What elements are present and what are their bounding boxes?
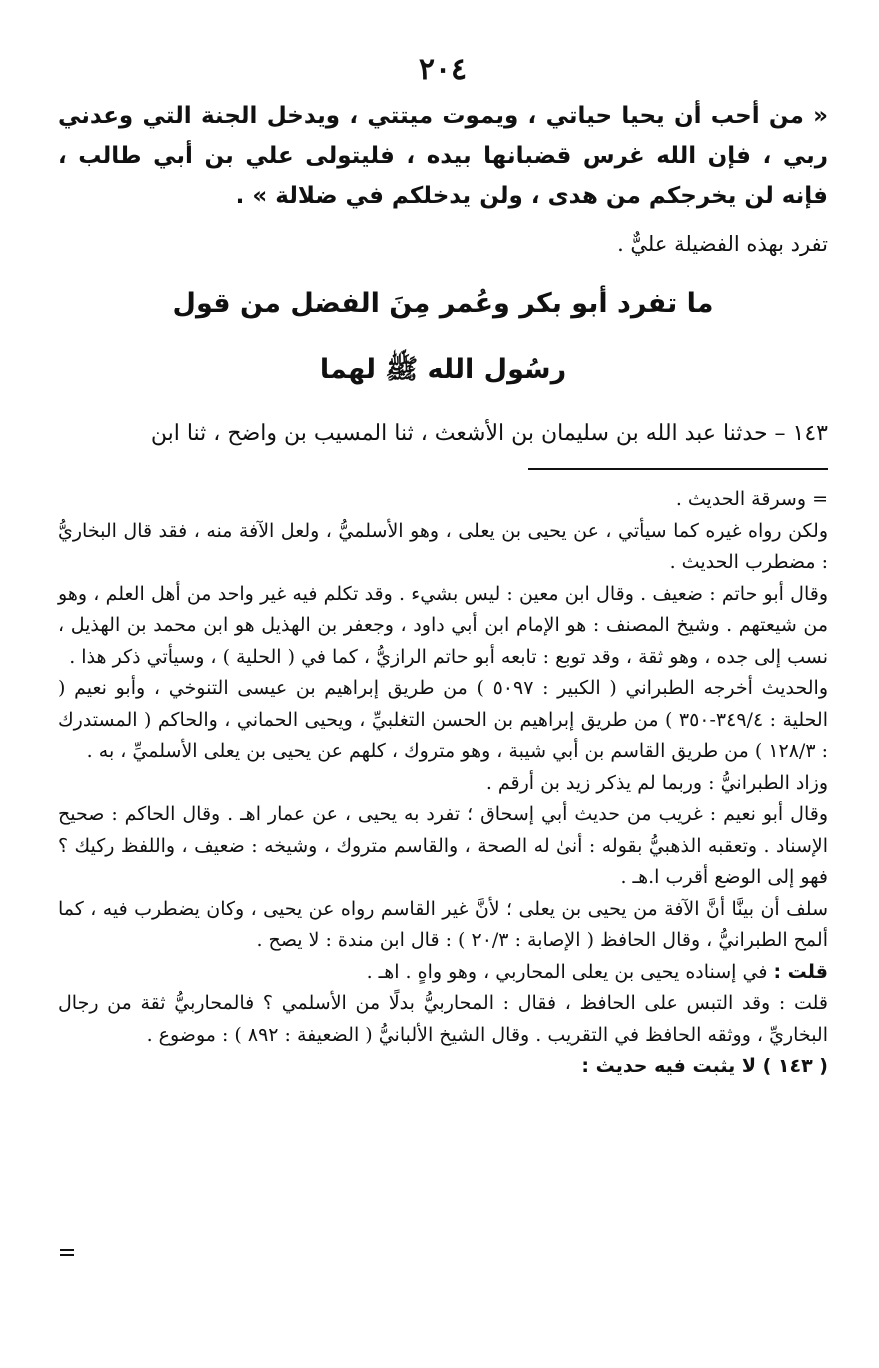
footnotes bbox=[58, 484, 828, 1083]
footnote-paragraph: سلف أن بينَّا أنَّ الآفة من يحيى بن يعلى ؛ لأنَّ غير القاسم رواه عن يحيى ، وكان يضطرب فيه ، كما ألمح الطبرانيُّ ، وقال الحافظ ( الإصابة : ٢٠/٣ ) : قال ابن مندة : لا يصح . bbox=[58, 897, 828, 951]
page-number: ٢٠٤ bbox=[418, 52, 468, 87]
footnote-qultu bbox=[58, 957, 828, 989]
footnote-paragraph: ولكن رواه غيره كما سيأتي ، عن يحيى بن يعلى ، وهو الأسلميُّ ، ولعل الآفة منه ، فقد قال البخاريُّ : مضطرب الحديث . bbox=[58, 519, 828, 573]
hadith-text: « من أحب أن يحيا حياتي ، ويموت ميتتي ، ويدخل الجنة التي وعدني ربي ، فإن الله غرس قضبانها بيده ، فليتولى علي بن أبي طالب ، فإنه لن يخرجكم من هدى ، ولن يدخلكم في ضلالة » . bbox=[58, 103, 828, 209]
footnote-paragraph: قلت : وقد التبس على الحافظ ، فقال : المحاربيُّ بدلًا من الأسلمي ؟ فالمحاربيُّ ثقة من رجال البخاريِّ ، ووثقه الحافظ في التقريب . وقال الشيخ الألبانيُّ ( الضعيفة : ٨٩٢ ) : موضوع . bbox=[58, 992, 828, 1046]
section-title-line-1: ما تفرد أبو بكر وعُمر مِنَ الفضل من قول bbox=[172, 288, 714, 319]
qultu-label: قلت : bbox=[773, 960, 828, 983]
verdict-line: ( ١٤٣ ) لا يثبت فيه حديث : bbox=[581, 1055, 828, 1077]
footnote-paragraph: وزاد الطبرانيُّ : وربما لم يذكر زيد بن أرقم . bbox=[485, 771, 828, 794]
isnad-line: ١٤٣ – حدثنا عبد الله بن سليمان بن الأشعث ، ثنا المسيب بن واضح ، ثنا ابن bbox=[150, 421, 828, 446]
footnote-paragraph: = وسرقة الحديث . bbox=[675, 488, 828, 510]
footnote-paragraph: والحديث أخرجه الطبراني ( الكبير : ٥٠٩٧ ) من طريق إبراهيم بن عيسى التنوخي ، وأبو نعيم ( الحلية : ٣٤٩/٤-٣٥٠ ) من طريق إبراهيم بن الحسن التغلبيِّ ، ويحيى الحماني ، والحاكم ( المستدرك : ١٢٨/٣ ) من طريق القاسم بن أبي شيبة ، وهو متروك ، كلهم عن يحيى بن يعلى الأسلميِّ ، به . bbox=[58, 677, 829, 762]
section-title-line-2: رسُول الله ﷺ لهما bbox=[319, 354, 567, 385]
footnote-paragraph: وقال أبو نعيم : غريب من حديث أبي إسحاق ؛ تفرد به يحيى ، عن عمار اهـ . وقال الحاكم : صحيح الإسناد . وتعقبه الذهبيُّ بقوله : أنىٰ له الصحة ، والقاسم متروك ، وشيخه : ضعيف ، واللفظ ركيك ؟ فهو إلى الوضع أقرب ا.هـ . bbox=[58, 803, 828, 888]
footnote-divider bbox=[528, 468, 828, 470]
end-mark bbox=[60, 1249, 74, 1251]
qultu-text: في إسناده يحيى بن يعلى المحاربي ، وهو واهٍ . اهـ . bbox=[366, 960, 774, 983]
book-page bbox=[58, 50, 828, 1083]
solitary-note: تفرد بهذه الفضيلة عليٌّ . bbox=[617, 232, 828, 256]
footnote-paragraph: وقال أبو حاتم : ضعيف . وقال ابن معين : ليس بشيء . وقد تكلم فيه غير واحد من أهل العلم ، وهو من شيعتهم . وشيخ المصنف : هو الإمام ابن أبي داود ، وجعفر بن الهذيل هو ابن محمد بن الهذيل ، نسب إلى جده ، وهو ثقة ، وقد توبع : تابعه أبو حاتم الرازيُّ ، كما في ( الحلية ) ، وسيأتي ذكر هذا . bbox=[58, 582, 828, 668]
